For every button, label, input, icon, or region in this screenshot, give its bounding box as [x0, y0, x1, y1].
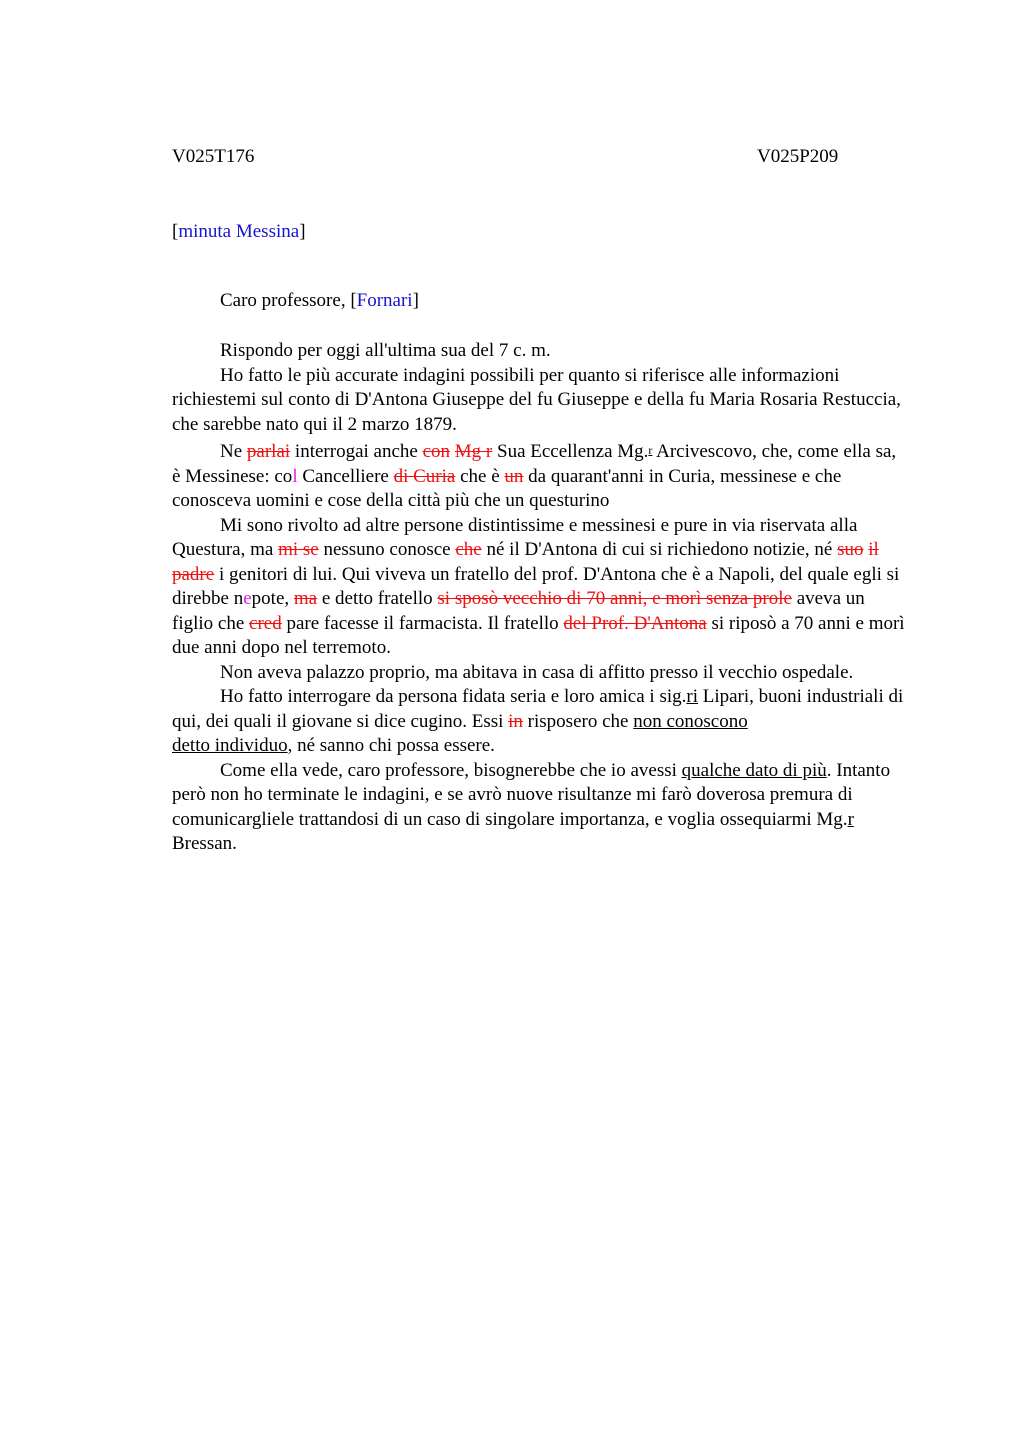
paragraph-5: Non aveva palazzo proprio, ma abitava in casa di affitto presso il vecchio ospedale. [220, 661, 854, 683]
text-run: Come ella vede, caro professore, bisognerebbe che io avessi [220, 759, 682, 781]
text-run: nessuno conosce [318, 539, 456, 560]
deleted-text: si sposò vecchio di 70 anni, e morì senza prole [437, 588, 792, 609]
text-run: pote, [251, 588, 294, 609]
text-run: Bressan. [172, 833, 237, 854]
deleted-text: del Prof. D'Antona [563, 612, 707, 634]
text-run: Lipari, buoni industriali di qui, dei quali il giovane si dice cugino. Essi [172, 686, 904, 732]
note-label: minuta Messina [178, 221, 300, 242]
paragraph-1: Rispondo per oggi all'ultima sua del 7 c. m. [220, 340, 551, 361]
deleted-text: con [422, 441, 451, 462]
salutation: Caro professore, [Fornari] [220, 290, 419, 311]
paragraph-4 [172, 514, 907, 661]
text-run: risposero che [522, 710, 634, 732]
text-run: e detto fratello [317, 588, 438, 609]
text-run: . Intanto però non ho terminate le indagini, e se avrò nuove risultanze mi farò doverosa premura di comunicargliele trattandosi di un caso di singolare importanza, e voglia ossequiarmi Mg. [172, 759, 891, 830]
letter-body [172, 339, 907, 857]
deleted-text: suo [837, 539, 864, 560]
deleted-text: parlai [246, 441, 291, 462]
paragraph-6 [172, 685, 907, 759]
text-run: da quarant'anni in Curia, messinese e che conosceva uomini e cose della città più che un questurino [172, 465, 842, 511]
text-run: né il D'Antona di cui si richiedono notizie, né [481, 539, 838, 560]
underlined-text: detto individuo [172, 735, 288, 756]
deleted-text: un [504, 465, 524, 487]
text-run: Arcivescovo, che, come ella sa, è Messinese: co [172, 441, 897, 487]
deleted-text: Mg r [454, 441, 493, 462]
text-run: aveva un figlio che [172, 588, 865, 634]
text-run: si riposò a 70 anni e morì due anni dopo nel terremoto. [172, 612, 905, 658]
document-code-right: V025P209 [757, 146, 839, 167]
text-run: Mi sono rivolto ad altre persone distintissime e messinesi e pure in via riservata alla Questura, ma [172, 514, 858, 560]
text-run: interrogai anche [290, 441, 423, 462]
text-run: , né sanno chi possa essere. [287, 735, 495, 756]
text-run: Ho fatto interrogare da persona fidata seria e loro amica i sig. [220, 686, 687, 707]
deleted-text: che [455, 539, 482, 560]
underlined-text: qualche dato di più [681, 759, 827, 781]
deleted-text: ma [293, 588, 318, 609]
deleted-text: di Curia [393, 465, 456, 487]
deleted-text: mi se [278, 539, 319, 560]
document-code-left: V025T176 [172, 146, 255, 167]
inserted-letter: l [292, 465, 298, 487]
text-run: Ne [220, 441, 247, 462]
deleted-text: in [508, 710, 523, 732]
paragraph-7 [172, 759, 907, 857]
salutation-text: Caro professore, [220, 290, 351, 311]
deleted-text: cred [249, 612, 282, 634]
inserted-letter: e [243, 588, 252, 609]
editorial-note: [minuta Messina] [172, 221, 306, 242]
underlined-text: ri [686, 686, 698, 707]
text-run: Sua Eccellenza Mg. [492, 441, 649, 462]
text-run: Cancelliere [297, 465, 394, 487]
text-run: i genitori di lui. Qui viveva un fratello del prof. D'Antona che è a Napoli, del quale egli si direbbe n [172, 563, 900, 609]
underlined-text: non conoscono [633, 710, 748, 732]
deleted-text: il padre [172, 539, 879, 585]
paragraph-2: Ho fatto le più accurate indagini possibili per quanto si riferisce alle informazioni richiestemi sul conto di D'Antona Giuseppe del fu Giuseppe e della fu Maria Rosaria Restuccia, che sarebbe nato qui il 2 marzo 1879. [172, 364, 901, 435]
recipient-name: Fornari [356, 290, 413, 311]
text-run: che è [455, 465, 505, 487]
superscript: r [648, 443, 653, 457]
underlined-text: r [847, 808, 854, 830]
paragraph-3 [172, 440, 907, 514]
text-run: pare facesse il farmacista. Il fratello [281, 612, 564, 634]
